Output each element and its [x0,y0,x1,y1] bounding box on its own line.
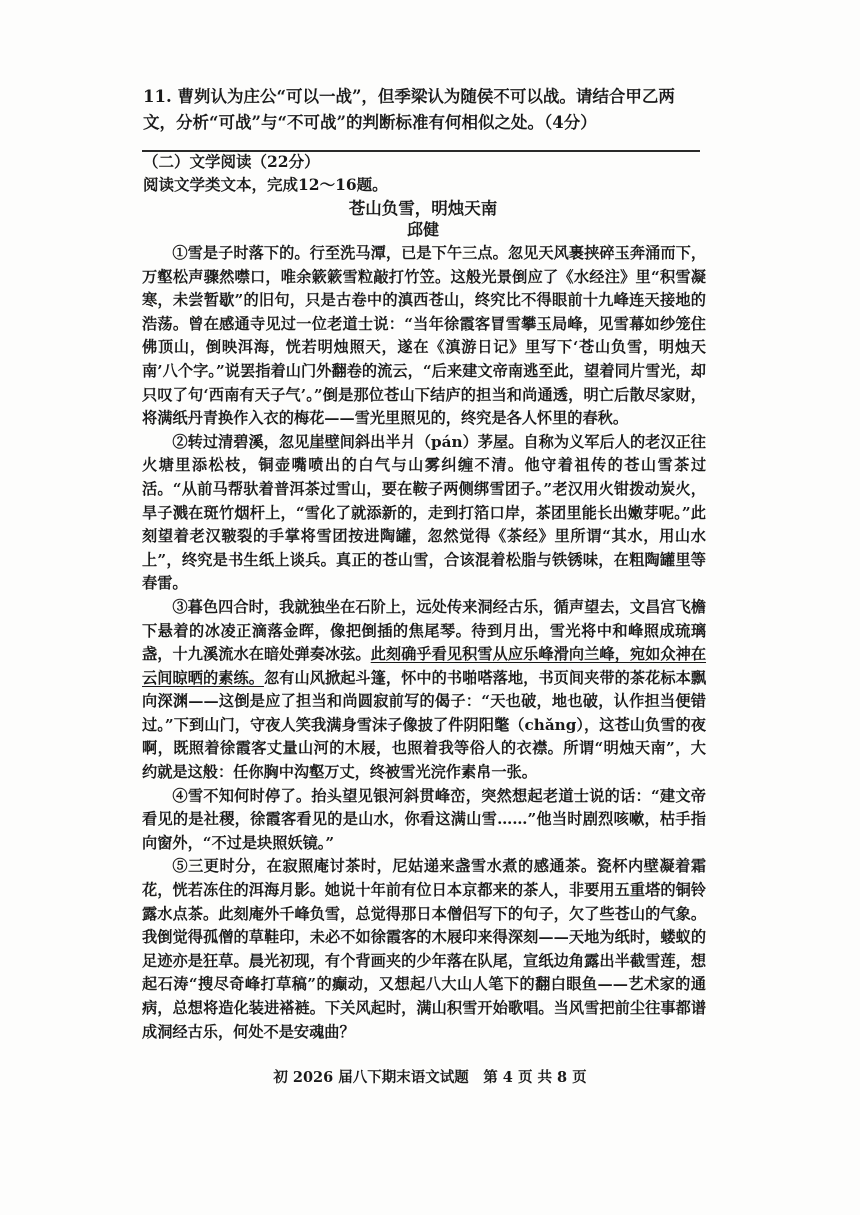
page-footer: 初 2026 届八下期末语文试题 第 4 页 共 8 页 [273,1069,587,1086]
paragraph-3-text-a: ③暮色四合时，我就独坐在石阶上，远处传来洞经古乐，循声望去，文昌宫飞檐下悬着的冰凌正滴落金晖，像把倒插的焦尾琴。待到月出，雪光将中和峰照成琉璃盏，十九溪流水在暗处弹奏冰弦。 [142,597,706,664]
question-11: 11. 曹刿认为庄公“可以一战”，但季梁认为随侯不可以战。请结合甲乙两文，分析“可战”与“不可战”的判断标准有何相似之处。（4分） [143,87,675,132]
paragraph-5: ⑤三更时分，在寂照庵讨茶时，尼姑递来盏雪水煮的感通茶。瓷杯内壁凝着霜花，恍若冻住的洱海月影。她说十年前有位日本京都来的茶人，非要用五重塔的铜铃露水点茶。此刻庵外千峰负雪，总觉得那日本僧侣写下的句子，欠了些苍山的气象。我倒觉得孤僧的草鞋印，未必不如徐霞客的木屐印来得深刻——天地为纸时，蝼蚁的足迹亦是狂草。晨光初现，有个背画夹的少年落在队尾，宣纸边角露出半截雪莲，想起石涛“搜尽奇峰打草稿”的癫动，又想起八大山人笔下的翻白眼鱼——艺术家的通病，总想将造化装进褡裢。下关风起时，满山积雪开始歌唱。当风雪把前尘往事都谱成洞经古乐，何处不是安魂曲？ [142,857,706,1041]
paragraph-3-text-b: 忽有山风掀起斗篷，怀中的书啪嗒落地，书页间夹带的茶花标本飘向深渊——这倒是应了担当和尚圆寂前写的偈子：“天也破，地也破，认作担当便错过。”下到山门，守夜人笑我满身雪沫子像披了件阴阳氅（chǎng），这苍山负雪的夜啊，既照着徐霞客丈量山河的木屐，也照着我等俗人的衣襟。所谓“明烛天南”，大约就是这般：任你胸中沟壑万丈，终被雪光浣作素帛一张。 [142,668,707,782]
article-body [142,242,706,1044]
article-title: 苍山负雪，明烛天南 [348,199,498,218]
section-instruction: 阅读文学类文本，完成12～16题。 [143,175,388,194]
article-author: 邱健 [406,220,439,239]
section-title: （二）文学阅读（22分） [143,152,320,171]
paragraph-2: ②转过清碧溪，忽见崖壁间斜出半爿（pán）茅屋。自称为义军后人的老汉正往火塘里添松枝，铜壶嘴喷出的白气与山雾纠缠不清。他守着祖传的苍山雪茶过活。“从前马帮驮着普洱茶过雪山，要在鞍子两侧绑雪团子。”老汉用火钳拨动炭火，旱子溅在斑竹烟杆上，“雪化了就添新的，走到打箔口岸，茶团里能长出嫩芽呢。”此刻望着老汉皲裂的手掌将雪团按进陶罐，忽然觉得《茶经》里所谓“其水，用山水上”，终究是书生纸上谈兵。真正的苍山雪，合该混着松脂与铁锈味，在粗陶罐里等春雷。 [142,432,706,593]
paragraph-1: ①雪是子时落下的。行至洗马潭，已是下午三点。忽见天风裹挟碎玉奔涌而下，万壑松声骤然噤口，唯余簌簌雪粒敲打竹笠。这般光景倒应了《水经注》里“积雪凝寒，未尝暂歇”的旧句，只是古卷中的滇西苍山，终究比不得眼前十九峰连天接地的浩荡。曾在感通寺见过一位老道士说：“当年徐霞客冒雪攀玉局峰，见雪幕如纱笼住佛顶山，倒映洱海，恍若明烛照天，遂在《滇游日记》里写下‘苍山负雪，明烛天南’八个字。”说罢指着山门外翻卷的流云，“后来建文帝南逃至此，望着同片雪光，却只叹了句‘西南有天子气’。”倒是那位苍山下结庐的担当和尚通透，明亡后散尽家财，将满纸丹青换作入衣的梅花——雪光里照见的，终究是各人怀里的春秋。 [142,244,706,428]
paragraph-4: ④雪不知何时停了。抬头望见银河斜贯峰峦，突然想起老道士说的话：“建文帝看见的是社稷，徐霞客看见的是山水，你看这满山雪……”他当时剧烈咳嗽，枯手指向窗外，“不过是块照妖镜。” [142,786,706,852]
underlined-sentence: 此刻确乎看见积雪从应乐峰滑向兰峰，宛如众神在云间晾晒的素练。 [142,645,707,687]
paragraph-3 [142,596,706,785]
